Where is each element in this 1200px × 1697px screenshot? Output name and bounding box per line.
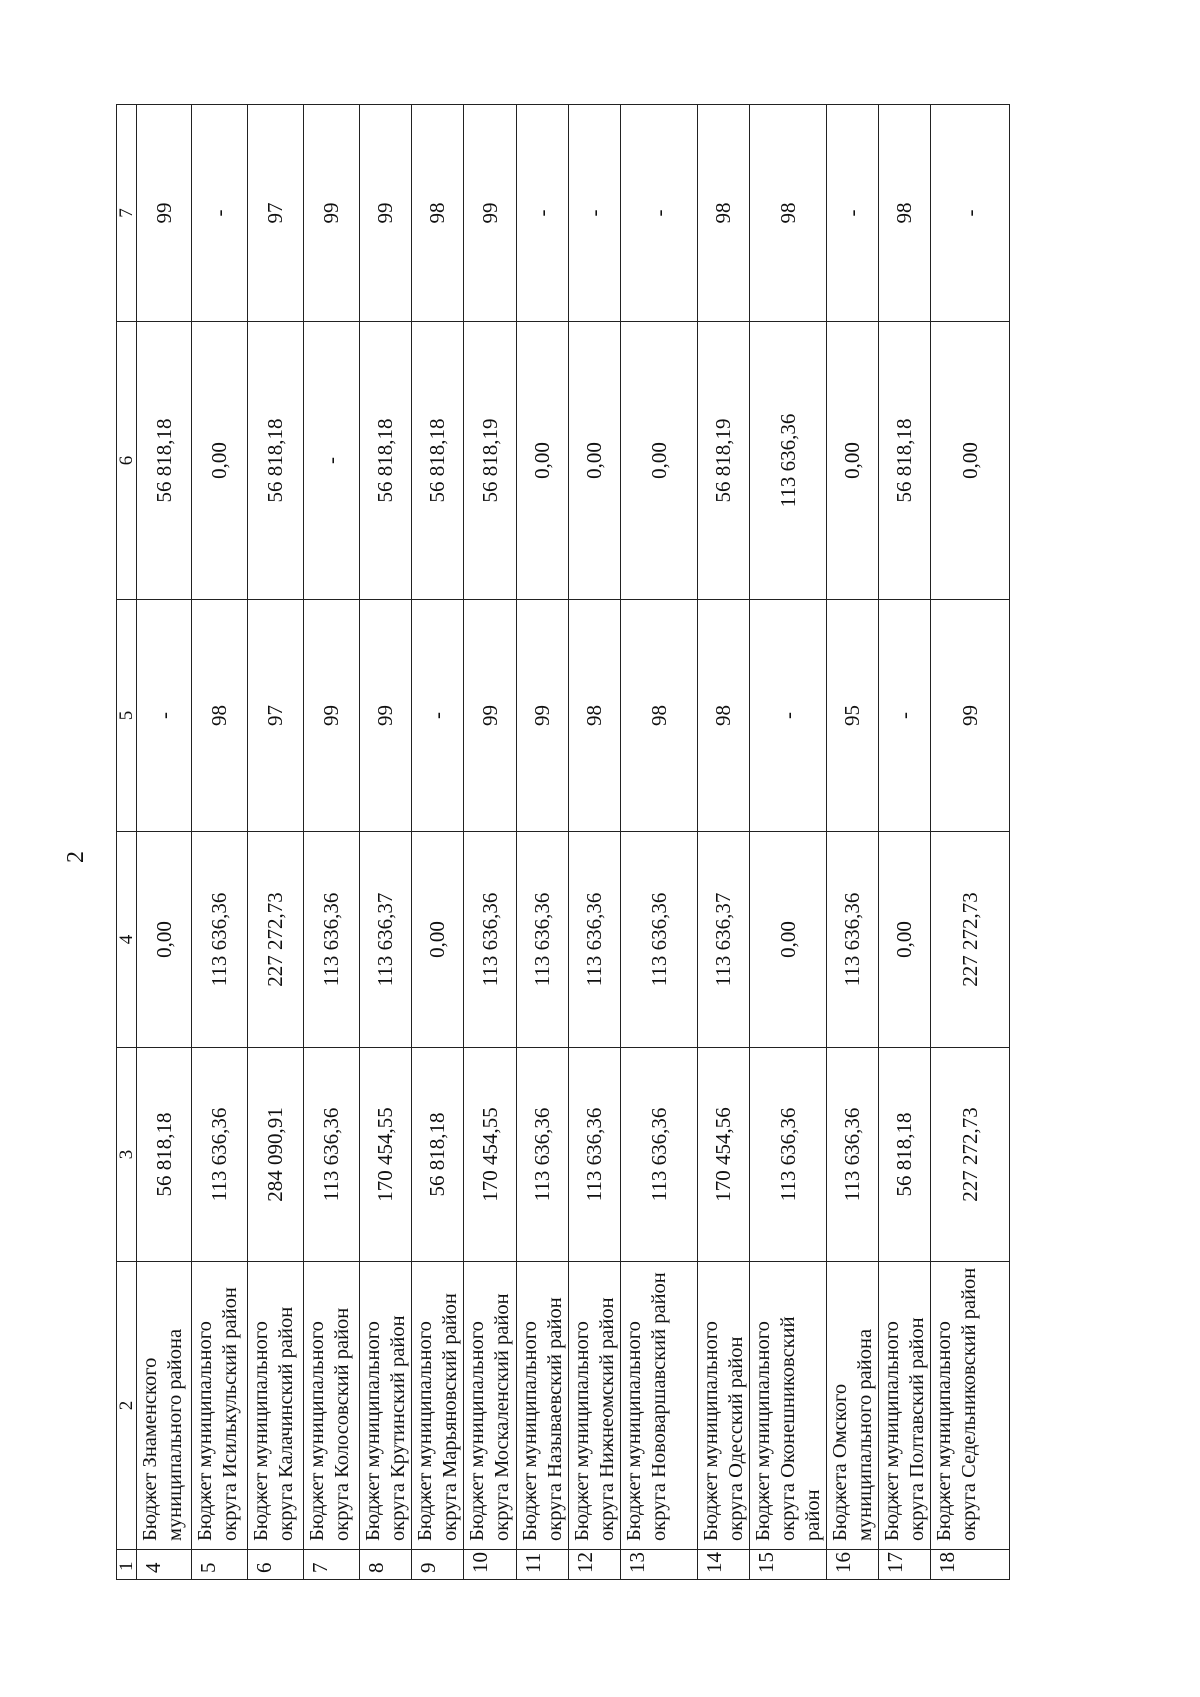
col7-value-cell: 97 [248,105,304,322]
col6-value-cell: 56 818,18 [248,322,304,600]
row-number-cell: 4 [137,1550,192,1580]
col5-value-cell: 97 [248,600,304,832]
col4-value-cell: 113 636,36 [621,832,698,1048]
row-number-cell: 11 [517,1550,569,1580]
header-cell-3: 3 [117,1048,137,1262]
col6-value-cell: 0,00 [192,322,248,600]
col5-value-cell: 95 [827,600,879,832]
col5-value-cell: 99 [931,600,1010,832]
col6-value-cell: - [304,322,360,600]
col7-value-cell: 98 [412,105,464,322]
table-row [517,105,569,1580]
budget-table [116,104,1010,1580]
col3-value-cell: 56 818,18 [879,1048,931,1262]
col4-value-cell: 113 636,36 [827,832,879,1048]
row-number-cell: 12 [569,1550,621,1580]
col6-value-cell: 0,00 [569,322,621,600]
col6-value-cell: 56 818,18 [412,322,464,600]
table-body [117,105,1010,1580]
col3-value-cell: 113 636,36 [827,1048,879,1262]
table-row [931,105,1010,1580]
table-row [879,105,931,1580]
col5-value-cell: 99 [464,600,517,832]
col3-value-cell: 113 636,36 [569,1048,621,1262]
header-cell-6: 6 [117,322,137,600]
col5-value-cell: - [750,600,827,832]
col7-value-cell: - [827,105,879,322]
col7-value-cell: 98 [879,105,931,322]
table-row [304,105,360,1580]
col4-value-cell: 0,00 [879,832,931,1048]
page-number: 2 [63,851,89,863]
col7-value-cell: 99 [137,105,192,322]
row-number-cell: 13 [621,1550,698,1580]
budget-name-cell: Бюджета Омского муниципального района [827,1262,879,1550]
col3-value-cell: 113 636,36 [621,1048,698,1262]
col6-value-cell: 56 818,18 [360,322,412,600]
col5-value-cell: 99 [304,600,360,832]
col4-value-cell: 113 636,37 [360,832,412,1048]
header-row [117,105,137,1580]
col3-value-cell: 56 818,18 [137,1048,192,1262]
col4-value-cell: 0,00 [137,832,192,1048]
header-cell-4: 4 [117,832,137,1048]
col5-value-cell: - [137,600,192,832]
rotated-table-container [116,105,1099,1580]
col3-value-cell: 113 636,36 [517,1048,569,1262]
col4-value-cell: 113 636,36 [192,832,248,1048]
col4-value-cell: 113 636,36 [517,832,569,1048]
col7-value-cell: 99 [304,105,360,322]
col7-value-cell: - [569,105,621,322]
budget-name-cell: Бюджет муниципального округа Нижнеомский район [569,1262,621,1550]
col4-value-cell: 113 636,36 [464,832,517,1048]
table-row [698,105,750,1580]
budget-name-cell: Бюджет муниципального округа Называевский район [517,1262,569,1550]
col6-value-cell: 0,00 [517,322,569,600]
table-row [464,105,517,1580]
col5-value-cell: - [412,600,464,832]
col5-value-cell: 98 [698,600,750,832]
row-number-cell: 17 [879,1550,931,1580]
budget-name-cell: Бюджет муниципального округа Оконешниковский район [750,1262,827,1550]
row-number-cell: 10 [464,1550,517,1580]
col6-value-cell: 0,00 [621,322,698,600]
row-number-cell: 15 [750,1550,827,1580]
budget-name-cell: Бюджет муниципального округа Марьяновский район [412,1262,464,1550]
row-number-cell: 9 [412,1550,464,1580]
col7-value-cell: 99 [464,105,517,322]
col5-value-cell: 99 [360,600,412,832]
row-number-cell: 6 [248,1550,304,1580]
col5-value-cell: 98 [569,600,621,832]
budget-name-cell: Бюджет муниципального округа Москаленский район [464,1262,517,1550]
table-row [621,105,698,1580]
header-cell-5: 5 [117,600,137,832]
col4-value-cell: 113 636,36 [569,832,621,1048]
col7-value-cell: 99 [360,105,412,322]
row-number-cell: 14 [698,1550,750,1580]
col3-value-cell: 170 454,55 [360,1048,412,1262]
col4-value-cell: 0,00 [750,832,827,1048]
col7-value-cell: - [192,105,248,322]
table-row [360,105,412,1580]
col6-value-cell: 56 818,19 [464,322,517,600]
budget-name-cell: Бюджет муниципального округа Крутинский район [360,1262,412,1550]
col3-value-cell: 284 090,91 [248,1048,304,1262]
col6-value-cell: 113 636,36 [750,322,827,600]
col6-value-cell: 0,00 [931,322,1010,600]
col3-value-cell: 113 636,36 [304,1048,360,1262]
budget-name-cell: Бюджет муниципального округа Колосовский район [304,1262,360,1550]
header-cell-2: 2 [117,1262,137,1550]
col4-value-cell: 227 272,73 [931,832,1010,1048]
row-number-cell: 18 [931,1550,1010,1580]
col7-value-cell: 98 [750,105,827,322]
col3-value-cell: 170 454,55 [464,1048,517,1262]
row-number-cell: 5 [192,1550,248,1580]
budget-name-cell: Бюджет муниципального округа Одесский район [698,1262,750,1550]
col7-value-cell: 98 [698,105,750,322]
col5-value-cell: - [879,600,931,832]
budget-name-cell: Бюджет муниципального округа Седельниковский район [931,1262,1010,1550]
col4-value-cell: 113 636,37 [698,832,750,1048]
table-row [192,105,248,1580]
table-row [137,105,192,1580]
table-row [569,105,621,1580]
col3-value-cell: 227 272,73 [931,1048,1010,1262]
col6-value-cell: 56 818,18 [879,322,931,600]
table-row [750,105,827,1580]
col3-value-cell: 113 636,36 [750,1048,827,1262]
row-number-cell: 8 [360,1550,412,1580]
table-row [827,105,879,1580]
col7-value-cell: - [517,105,569,322]
col4-value-cell: 0,00 [412,832,464,1048]
col5-value-cell: 98 [621,600,698,832]
budget-name-cell: Бюджет муниципального округа Калачинский район [248,1262,304,1550]
header-cell-7: 7 [117,105,137,322]
col3-value-cell: 170 454,56 [698,1048,750,1262]
table-row [412,105,464,1580]
col5-value-cell: 99 [517,600,569,832]
col6-value-cell: 0,00 [827,322,879,600]
row-number-cell: 16 [827,1550,879,1580]
col4-value-cell: 113 636,36 [304,832,360,1048]
col6-value-cell: 56 818,19 [698,322,750,600]
row-number-cell: 7 [304,1550,360,1580]
budget-name-cell: Бюджет муниципального округа Исилькульский район [192,1262,248,1550]
budget-name-cell: Бюджет муниципального округа Нововаршавский район [621,1262,698,1550]
col3-value-cell: 113 636,36 [192,1048,248,1262]
col3-value-cell: 56 818,18 [412,1048,464,1262]
budget-name-cell: Бюджет Знаменского муниципального района [137,1262,192,1550]
col7-value-cell: - [621,105,698,322]
col5-value-cell: 98 [192,600,248,832]
col4-value-cell: 227 272,73 [248,832,304,1048]
header-cell-1: 1 [117,1550,137,1580]
table-row [248,105,304,1580]
col7-value-cell: - [931,105,1010,322]
col6-value-cell: 56 818,18 [137,322,192,600]
budget-name-cell: Бюджет муниципального округа Полтавский район [879,1262,931,1550]
